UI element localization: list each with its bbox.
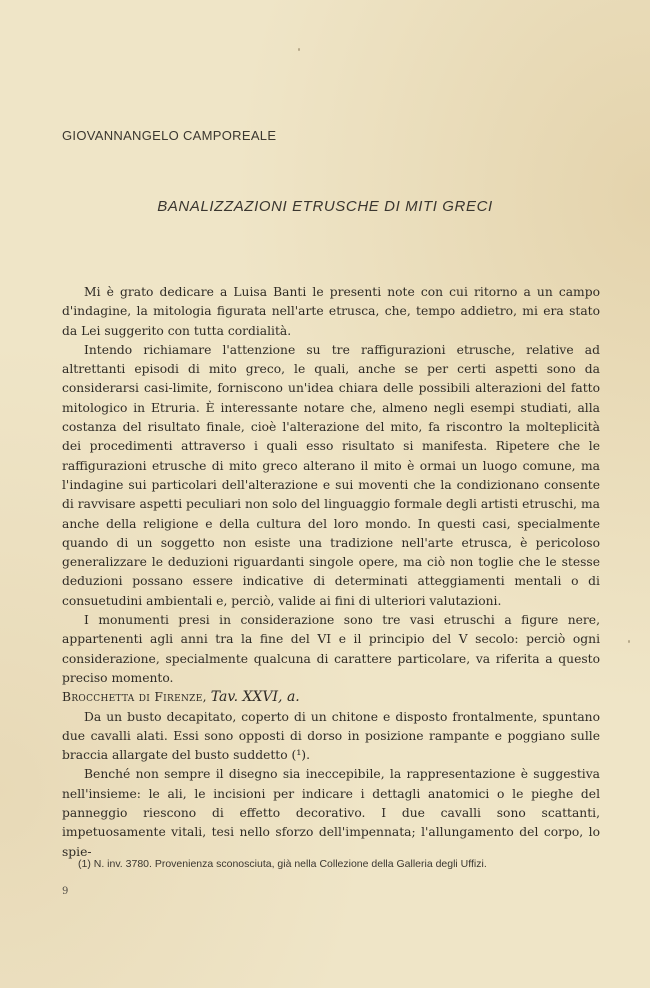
section-heading-label: Brocchetta di Firenze,	[62, 690, 207, 705]
paper-speck	[298, 48, 300, 51]
paragraph: I monumenti presi in considerazione sono tre vasi etruschi a figure nere, appartenenti agli anni tra la fine del VI e il principio del V secolo: perciò ogni considerazione, specialmente qualcuna di carattere particolare, va riferita a questo preciso momento.	[62, 613, 600, 685]
paragraph: Intendo richiamare l'attenzione su tre raffigurazioni etrusche, relative ad altrettanti episodi di mito greco, le quali, anche se per certi aspetti sono da considerarsi casi-limite, forniscono un'idea chiara delle possibili alterazioni del fatto mitologico in Etruria. È interessante notare che, almeno negli esempi studiati, alla costanza del risultato finale, cioè l'alterazione del mito, fa riscontro la molteplicità dei procedimenti attraverso i quali esso risultato si manifesta. Ripetere che le raffigurazioni etrusche di mito greco alterano il mito è ormai un luogo comune, ma l'indagine sui particolari dell'alterazione e sui moventi che la condizionano consente di ravvisare aspetti peculiari non solo del linguaggio formale degli artisti etruschi, ma anche della religione e della cultura del loro mondo. In questi casi, specialmente quando di un soggetto non esiste una tradizione nell'arte etrusca, è pericoloso generalizzare le deduzioni riguardanti singole opere, ma ciò non toglie che le stesse deduzioni possano essere indicative di determinati atteggiamenti mentali o di consuetudini ambientali e, perciò, valide ai fini di ulteriori valutazioni.	[62, 342, 600, 608]
footnote: (1) N. inv. 3780. Provenienza sconosciuta, già nella Collezione della Galleria degli Uffizi.	[78, 858, 487, 870]
section-heading-ref: Tav. XXVI, a.	[210, 689, 300, 706]
paragraph: Benché non sempre il disegno sia ineccepibile, la rappresentazione è suggestiva nell'insieme: le ali, le incisioni per indicare i dettagli anatomici o le pieghe del panneggio riescono di effetto decorativo. I due cavalli sono scattanti, impetuosamente vitali, tesi nello sforzo dell'impennata; l'allungamento del corpo, lo spie-	[62, 767, 600, 859]
paragraph: Mi è grato dedicare a Luisa Banti le presenti note con cui ritorno a un campo d'indagine, la mitologia figurata nell'arte etrusca, che, tempo addietro, mi era stato da Lei suggerito con tutta cordialità.	[62, 285, 600, 338]
section-heading	[62, 688, 600, 707]
article-title: BANALIZZAZIONI ETRUSCHE DI MITI GRECI	[157, 198, 493, 215]
paragraph: Da un busto decapitato, coperto di un chitone e disposto frontalmente, spuntano due cavalli alati. Essi sono opposti di dorso in posizione rampante e poggiano sulle braccia allargate del busto suddetto (¹).	[62, 709, 600, 763]
paper-speck	[628, 640, 630, 643]
article-body	[62, 283, 600, 862]
page-number: 9	[62, 886, 69, 897]
author-name: GIOVANNANGELO CAMPOREALE	[62, 128, 277, 143]
